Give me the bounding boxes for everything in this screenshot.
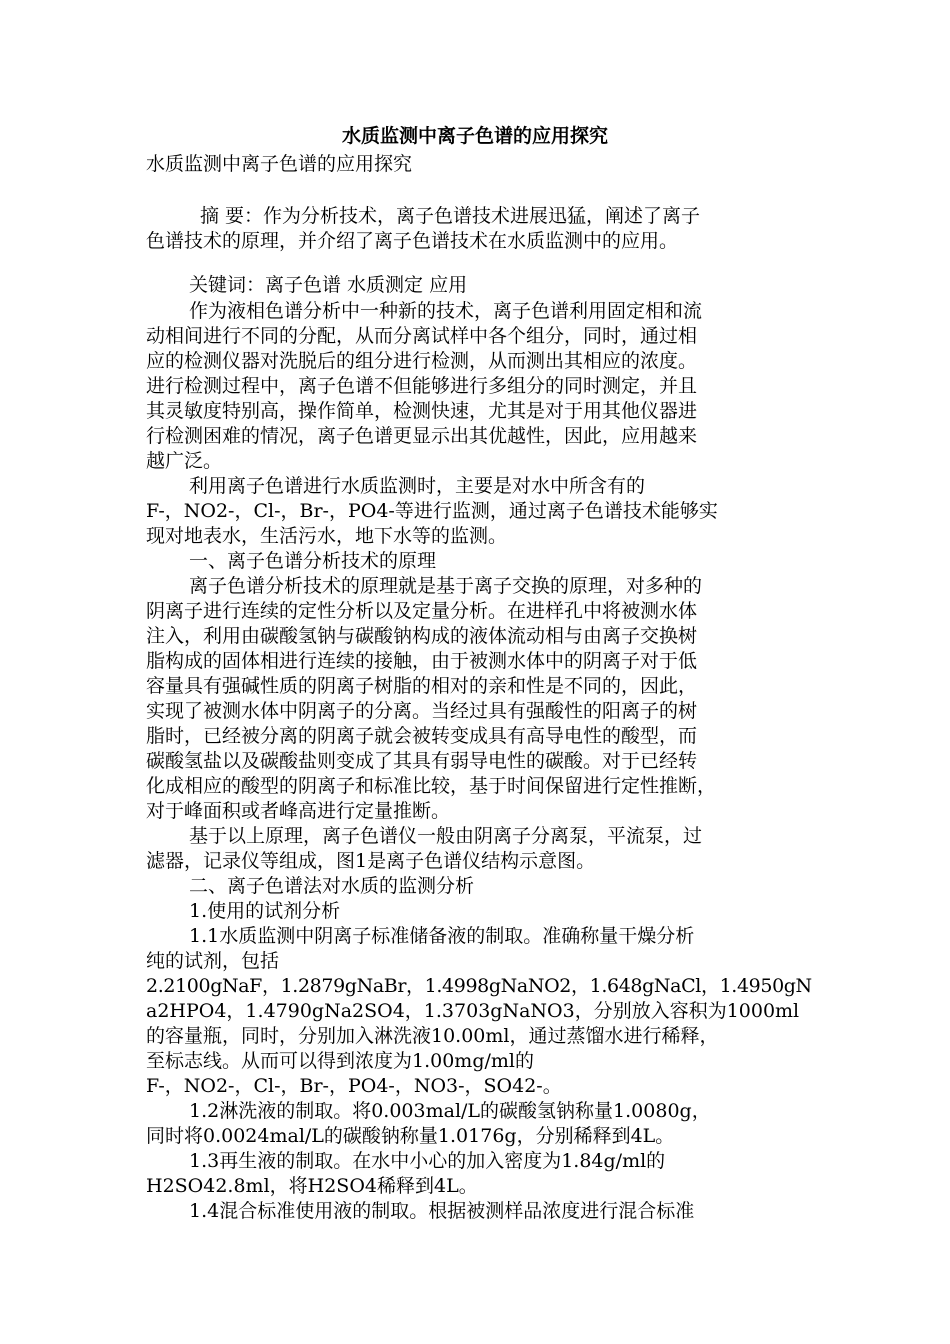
section-heading: 二、离子色谱法对水质的监测分析	[189, 875, 475, 897]
paragraph-line: 实现了被测水体中阴离子的分离。当经过具有强酸性的阳离子的树	[146, 700, 698, 722]
paragraph-line: 基于以上原理，离子色谱仪一般由阴离子分离泵，平流泵，过	[189, 825, 703, 847]
paragraph-line: 滤器，记录仪等组成，图1是离子色谱仪结构示意图。	[146, 850, 596, 872]
paragraph-line: 脂时，已经被分离的阴离子就会被转变成具有高导电性的酸型，而	[146, 725, 698, 747]
paragraph-line: 离子色谱分析技术的原理就是基于离子交换的原理，对多种的	[189, 575, 703, 597]
paragraph-line: 阴离子进行连续的定性分析以及定量分析。在进样孔中将被测水体	[146, 600, 698, 622]
paragraph-line: 碳酸氢盐以及碳酸盐则变成了其具有弱导电性的碳酸。对于已经转	[146, 750, 698, 772]
paragraph-line: 化成相应的酸型的阴离子和标准比较，基于时间保留进行定性推断，	[146, 775, 717, 797]
paragraph-line: 进行检测过程中，离子色谱不但能够进行多组分的同时测定，并且	[146, 375, 698, 397]
abstract-line: 摘 要：作为分析技术，离子色谱技术进展迅猛，阐述了离子	[200, 205, 701, 227]
paragraph-line: 行检测困难的情况，离子色谱更显示出其优越性，因此，应用越来	[146, 425, 698, 447]
section-heading: 一、离子色谱分析技术的原理	[189, 550, 437, 572]
paragraph-line: 注入，利用由碳酸氢钠与碳酸钠构成的液体流动相与由离子交换树	[146, 625, 698, 647]
paragraph-line: 1.2淋洗液的制取。将0.003mal/L的碳酸氢钠称量1.0080g，	[189, 1100, 711, 1122]
paragraph-line: 容量具有强碱性质的阴离子树脂的相对的亲和性是不同的，因此，	[146, 675, 698, 697]
paragraph-line: 作为液相色谱分析中一种新的技术，离子色谱利用固定相和流	[189, 300, 703, 322]
paragraph-line: F-，NO2-，Cl-，Br-，PO4-等进行监测，通过离子色谱技术能够实	[146, 500, 718, 522]
paragraph-line: 现对地表水，生活污水，地下水等的监测。	[146, 525, 508, 547]
paragraph-line: 对于峰面积或者峰高进行定量推断。	[146, 800, 451, 822]
paragraph-line: 应的检测仪器对洗脱后的组分进行检测，从而测出其相应的浓度。	[146, 350, 698, 372]
paragraph-line: H2SO42.8ml，将H2SO4稀释到4L。	[146, 1175, 478, 1197]
paragraph-line: 利用离子色谱进行水质监测时，主要是对水中所含有的	[189, 475, 646, 497]
paragraph-line: 越广泛。	[146, 450, 223, 472]
paragraph-line: 同时将0.0024mal/L的碳酸钠称量1.0176g，分别稀释到4L。	[146, 1125, 675, 1147]
paragraph-line: 动相间进行不同的分配，从而分离试样中各个组分，同时，通过相	[146, 325, 698, 347]
paragraph-line: 其灵敏度特别高，操作简单，检测快速，尤其是对于用其他仪器进	[146, 400, 698, 422]
paragraph-line: 1.1水质监测中阴离子标准储备液的制取。准确称量干燥分析	[189, 925, 695, 947]
subsection-heading: 1.使用的试剂分析	[189, 900, 341, 922]
paragraph-line: 脂构成的固体相进行连续的接触，由于被测水体中的阴离子对于低	[146, 650, 698, 672]
paragraph-line: 1.4混合标准使用液的制取。根据被测样品浓度进行混合标准	[189, 1200, 695, 1222]
paragraph-line: a2HPO4，1.4790gNa2SO4，1.3703gNaNO3，分别放入容积为1000ml	[146, 1000, 800, 1022]
subtitle-line: 水质监测中离子色谱的应用探究	[146, 153, 413, 175]
paragraph-line: 的容量瓶，同时，分别加入淋洗液10.00ml，通过蒸馏水进行稀释，	[146, 1025, 719, 1047]
paragraph-line: 1.3再生液的制取。在水中小心的加入密度为1.84g/ml的	[189, 1150, 666, 1172]
abstract-line: 色谱技术的原理，并介绍了离子色谱技术在水质监测中的应用。	[146, 230, 679, 252]
paragraph-line: F-，NO2-，Cl-，Br-，PO4-，NO3-，SO42-。	[146, 1075, 562, 1097]
document-title: 水质监测中离子色谱的应用探究	[341, 125, 608, 147]
paragraph-line: 2.2100gNaF，1.2879gNaBr，1.4998gNaNO2，1.648gNaCl，1.4950gN	[146, 975, 812, 997]
paragraph-line: 纯的试剂，包括	[146, 950, 280, 972]
keywords-line: 关键词：离子色谱 水质测定 应用	[189, 274, 468, 296]
paragraph-line: 至标志线。从而可以得到浓度为1.00mg/ml的	[146, 1050, 534, 1072]
